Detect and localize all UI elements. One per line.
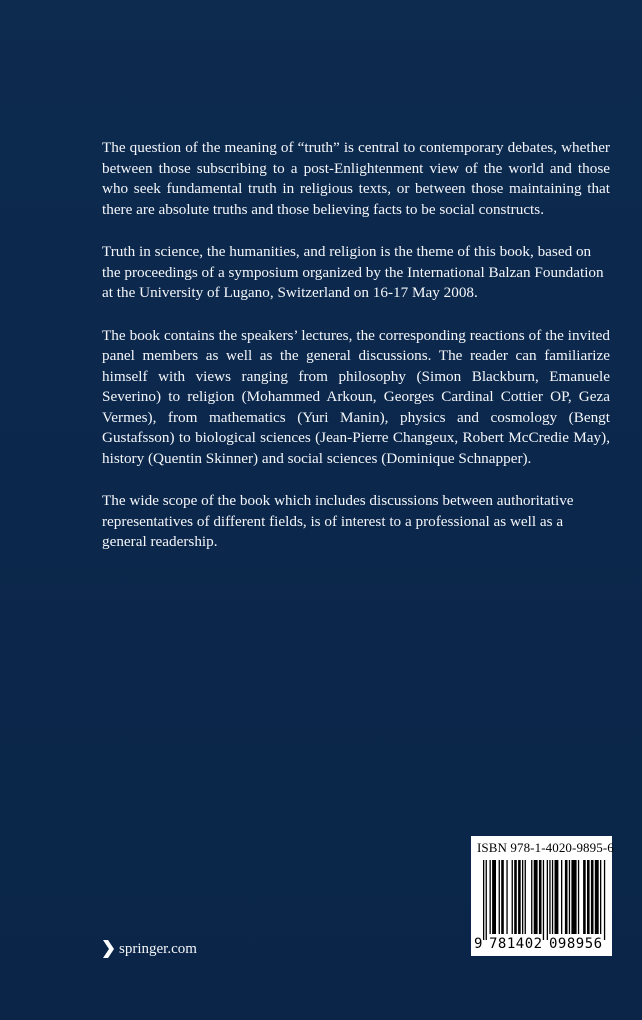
barcode-bar [501, 860, 504, 934]
barcode-bar [547, 860, 548, 940]
cover-blurb [102, 138, 610, 575]
barcode-bar [591, 860, 594, 934]
barcode-bars [481, 860, 607, 940]
barcode-bar [543, 860, 544, 940]
barcode-bar [552, 860, 553, 934]
barcode-bar [492, 860, 496, 934]
barcode-bar [531, 860, 532, 934]
publisher-url: springer.com [119, 940, 197, 957]
barcode-digit-group-1: 781402 [489, 936, 543, 952]
blurb-paragraph-4: The wide scope of the book which includes discussions between authoritative representatives of different fields, is of interest to a professional as well as a general readership. [102, 492, 574, 550]
barcode-bar [595, 860, 599, 934]
barcode-bar [539, 860, 542, 934]
barcode-bar [534, 860, 538, 934]
barcode-bar [587, 860, 590, 934]
publisher-link [102, 939, 197, 959]
barcode-bar [561, 860, 562, 934]
barcode-bar [583, 860, 586, 934]
barcode-bar [578, 860, 579, 934]
barcode-bar [499, 860, 500, 934]
barcode-bar [483, 860, 484, 940]
blurb-paragraph-1: The question of the meaning of “truth” is central to contemporary debates, whether between those subscribing to a post-Enlightenment view of the world and those who seek fundamental truth in religious texts, or between those maintaining that there are absolute truths and those believing facts to be social constructs. [102, 139, 610, 218]
barcode-bar [525, 860, 526, 934]
isbn-barcode [471, 836, 612, 956]
barcode-bar [565, 860, 568, 934]
barcode-bar [569, 860, 570, 934]
barcode-bar [604, 860, 605, 940]
barcode-bar [512, 860, 513, 934]
blurb-paragraph-2: Truth in science, the humanities, and religion is the theme of this book, based on the proceedings of a symposium organized by the International Balzan Foundation at the University of Lugano, Switzerland on 16-17 May 2008. [102, 243, 604, 301]
barcode-bar [571, 860, 576, 934]
barcode-bar [549, 860, 550, 934]
barcode-bar [518, 860, 521, 934]
barcode-bar [486, 860, 487, 940]
chevron-right-icon [102, 939, 115, 959]
barcode-bar [555, 860, 559, 934]
blurb-paragraph-3: The book contains the speakers’ lectures, the corresponding reactions of the invited panel members as well as the general discussions. The reader can familiarize himself with views ranging from philosophy (Simon Blackburn, Emanuele Severino) to religion (Mohammed Arkoun, Georges Cardinal Cottier OP, Geza Vermes), from mathematics (Yuri Manin), physics and cosmology (Bengt Gustafsson) to biological sciences (Jean-Pierre Changeux, Robert McCredie May), history (Quentin Skinner) and social sciences (Dominique Schnapper). [102, 326, 610, 467]
barcode-digit-group-2: 098956 [549, 936, 603, 952]
barcode-bar [514, 860, 517, 934]
barcode-bar [522, 860, 523, 934]
barcode-bar [600, 860, 601, 934]
barcode-digit-first: 9 [474, 936, 483, 952]
isbn-label: ISBN 978-1-4020-9895-6 [477, 840, 614, 855]
barcode-bar [490, 860, 491, 934]
barcode-bar [506, 860, 507, 934]
